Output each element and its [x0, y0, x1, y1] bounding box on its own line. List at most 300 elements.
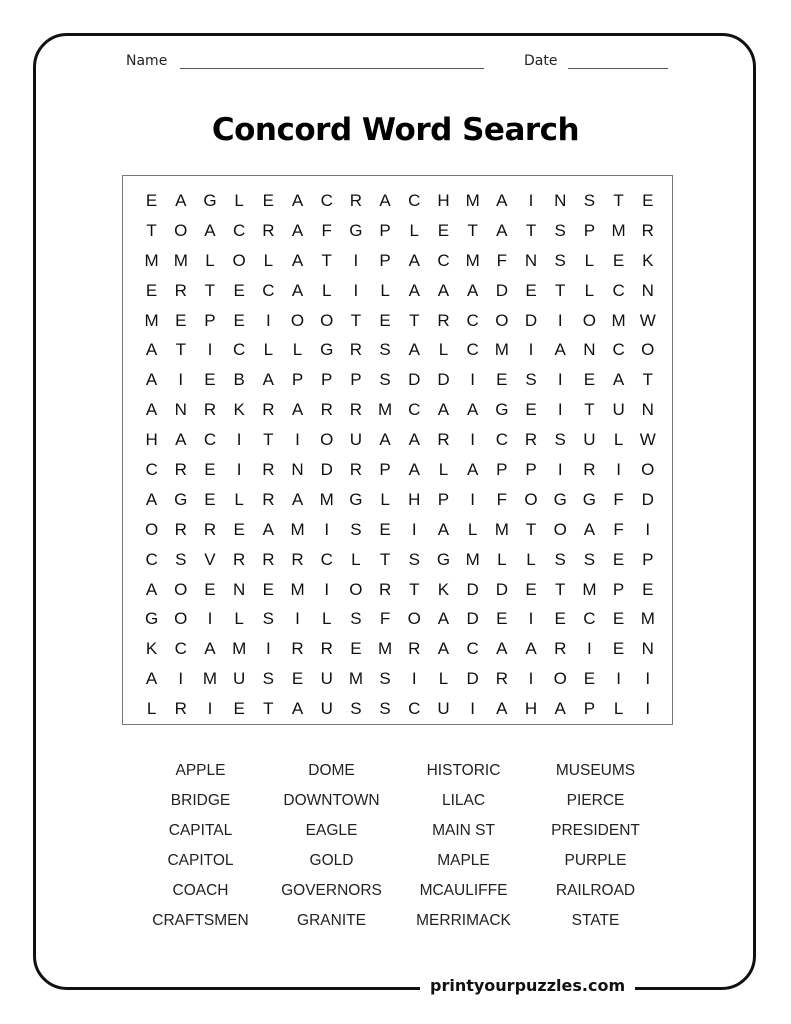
grid-cell[interactable]: O [582, 310, 597, 330]
date-field-line[interactable] [568, 68, 668, 69]
grid-cell[interactable]: R [378, 579, 392, 599]
grid-cell[interactable]: C [262, 280, 275, 300]
grid-cell[interactable]: I [353, 250, 359, 270]
grid-cell[interactable]: M [144, 310, 159, 330]
grid-cell[interactable]: E [233, 699, 245, 719]
grid-cell[interactable]: A [379, 430, 391, 450]
grid-cell[interactable]: T [613, 191, 624, 210]
grid-cell[interactable]: L [234, 191, 244, 210]
grid-cell[interactable]: R [408, 639, 421, 659]
grid-cell[interactable]: E [437, 220, 450, 240]
grid-cell[interactable]: R [320, 639, 333, 659]
grid-cell[interactable]: D [466, 609, 479, 629]
grid-cell[interactable]: M [348, 669, 363, 689]
grid-cell[interactable]: T [584, 400, 595, 420]
grid-cell[interactable]: T [525, 519, 537, 539]
grid-cell[interactable]: H [437, 191, 450, 210]
grid-cell[interactable]: C [612, 340, 625, 360]
grid-cell[interactable]: R [583, 460, 596, 480]
grid-cell[interactable]: R [262, 489, 275, 509]
grid-cell[interactable]: O [553, 519, 567, 539]
grid-cell[interactable]: T [263, 430, 274, 450]
grid-cell[interactable]: I [295, 609, 300, 629]
grid-cell[interactable]: A [408, 250, 420, 270]
grid-cell[interactable]: M [494, 340, 509, 360]
grid-cell[interactable]: D [408, 370, 421, 390]
grid-cell[interactable]: S [583, 549, 596, 569]
grid-cell[interactable]: S [379, 669, 391, 689]
grid-cell[interactable]: O [290, 310, 305, 330]
grid-cell[interactable]: A [437, 609, 450, 629]
grid-cell[interactable]: L [146, 699, 157, 719]
grid-cell[interactable]: E [145, 280, 158, 300]
grid-cell[interactable]: D [466, 669, 479, 689]
grid-cell[interactable]: G [203, 191, 217, 210]
grid-cell[interactable]: C [437, 250, 450, 270]
grid-cell[interactable]: A [291, 191, 304, 210]
grid-cell[interactable]: W [639, 430, 656, 450]
grid-cell[interactable]: P [379, 460, 391, 480]
grid-cell[interactable]: T [321, 250, 332, 270]
grid-cell[interactable]: C [466, 639, 479, 659]
grid-cell[interactable]: P [437, 489, 450, 509]
grid-cell[interactable]: T [409, 310, 420, 330]
grid-cell[interactable]: A [466, 460, 479, 480]
grid-cell[interactable]: M [494, 519, 509, 539]
grid-cell[interactable]: C [408, 400, 421, 420]
grid-cell[interactable]: A [496, 699, 508, 719]
grid-cell[interactable]: I [557, 400, 563, 420]
grid-cell[interactable]: I [470, 699, 476, 719]
grid-cell[interactable]: A [291, 400, 304, 420]
grid-cell[interactable]: G [349, 220, 363, 240]
grid-cell[interactable]: L [351, 549, 361, 569]
grid-cell[interactable]: O [320, 430, 334, 450]
grid-cell[interactable]: L [497, 549, 507, 569]
grid-cell[interactable]: I [616, 460, 621, 480]
grid-cell[interactable]: U [612, 400, 625, 420]
grid-cell[interactable]: A [496, 220, 508, 240]
grid-cell[interactable]: A [145, 340, 158, 360]
grid-cell[interactable]: R [641, 220, 654, 240]
grid-cell[interactable]: P [612, 579, 625, 599]
grid-cell[interactable]: L [292, 340, 303, 360]
grid-cell[interactable]: I [265, 639, 271, 659]
grid-cell[interactable]: M [144, 250, 159, 270]
grid-cell[interactable]: C [145, 549, 158, 569]
grid-cell[interactable]: D [524, 310, 538, 330]
grid-cell[interactable]: L [584, 250, 595, 270]
grid-cell[interactable]: C [612, 280, 625, 300]
grid-cell[interactable]: P [321, 370, 333, 390]
grid-cell[interactable]: L [380, 489, 390, 509]
grid-cell[interactable]: A [437, 639, 450, 659]
grid-cell[interactable]: R [174, 699, 187, 719]
grid-cell[interactable]: A [145, 669, 158, 689]
grid-cell[interactable]: A [583, 519, 596, 539]
grid-cell[interactable]: O [553, 669, 567, 689]
grid-cell[interactable]: I [645, 519, 651, 539]
grid-cell[interactable]: I [528, 609, 534, 629]
grid-cell[interactable]: C [466, 340, 479, 360]
grid-cell[interactable]: C [233, 220, 246, 240]
grid-cell[interactable]: T [263, 699, 274, 719]
grid-cell[interactable]: N [291, 460, 304, 480]
grid-cell[interactable]: T [555, 280, 566, 300]
grid-cell[interactable]: L [263, 250, 274, 270]
grid-cell[interactable]: I [528, 340, 534, 360]
grid-cell[interactable]: P [583, 220, 596, 240]
grid-cell[interactable]: I [324, 579, 330, 599]
grid-cell[interactable]: C [466, 310, 479, 330]
grid-cell[interactable]: S [262, 669, 275, 689]
grid-cell[interactable]: R [174, 519, 187, 539]
grid-cell[interactable]: I [207, 699, 213, 719]
grid-cell[interactable]: M [465, 191, 480, 210]
grid-cell[interactable]: I [528, 191, 534, 210]
grid-cell[interactable]: U [583, 430, 596, 450]
grid-cell[interactable]: C [145, 460, 158, 480]
grid-cell[interactable]: L [438, 669, 449, 689]
grid-cell[interactable]: L [321, 609, 332, 629]
grid-cell[interactable]: F [496, 489, 508, 509]
grid-cell[interactable]: I [207, 609, 213, 629]
grid-cell[interactable]: A [612, 370, 625, 390]
grid-cell[interactable]: A [175, 430, 187, 450]
grid-cell[interactable]: E [583, 669, 596, 689]
grid-cell[interactable]: I [645, 669, 651, 689]
grid-cell[interactable]: E [175, 310, 187, 330]
grid-cell[interactable]: R [174, 460, 187, 480]
grid-cell[interactable]: A [437, 400, 450, 420]
grid-cell[interactable]: L [438, 340, 449, 360]
grid-cell[interactable]: A [496, 191, 508, 210]
grid-cell[interactable]: R [233, 549, 246, 569]
grid-cell[interactable]: I [236, 460, 242, 480]
grid-cell[interactable]: B [233, 370, 245, 390]
grid-cell[interactable]: T [525, 220, 537, 240]
grid-cell[interactable]: C [233, 340, 246, 360]
grid-cell[interactable]: T [379, 549, 391, 569]
grid-cell[interactable]: G [349, 489, 363, 509]
grid-cell[interactable]: R [349, 340, 363, 360]
grid-cell[interactable]: R [203, 400, 217, 420]
grid-cell[interactable]: T [175, 340, 186, 360]
grid-cell[interactable]: A [204, 220, 216, 240]
grid-cell[interactable]: T [350, 310, 362, 330]
grid-cell[interactable]: P [291, 370, 304, 390]
grid-cell[interactable]: R [291, 549, 304, 569]
grid-cell[interactable]: L [467, 519, 478, 539]
grid-cell[interactable]: G [320, 340, 334, 360]
grid-cell[interactable]: C [408, 191, 421, 210]
grid-cell[interactable]: F [379, 609, 391, 629]
grid-cell[interactable]: O [524, 489, 538, 509]
grid-cell[interactable]: E [204, 579, 216, 599]
grid-cell[interactable]: E [350, 639, 362, 659]
grid-cell[interactable]: P [379, 220, 391, 240]
grid-cell[interactable]: I [207, 340, 213, 360]
grid-cell[interactable]: L [409, 220, 420, 240]
grid-cell[interactable]: G [436, 549, 451, 569]
grid-cell[interactable]: O [407, 609, 421, 629]
grid-cell[interactable]: E [496, 370, 508, 390]
grid-cell[interactable]: N [233, 579, 246, 599]
grid-cell[interactable]: I [178, 669, 184, 689]
grid-cell[interactable]: A [496, 639, 508, 659]
grid-cell[interactable]: L [380, 280, 390, 300]
grid-cell[interactable]: M [202, 669, 218, 689]
grid-cell[interactable]: E [525, 400, 537, 420]
grid-cell[interactable]: I [411, 519, 417, 539]
grid-cell[interactable]: M [378, 400, 393, 420]
grid-cell[interactable]: M [582, 579, 597, 599]
grid-cell[interactable]: T [409, 579, 420, 599]
grid-cell[interactable]: I [295, 430, 300, 450]
grid-cell[interactable]: D [495, 280, 508, 300]
grid-cell[interactable]: I [411, 669, 417, 689]
grid-cell[interactable]: D [320, 460, 333, 480]
grid-cell[interactable]: I [353, 280, 359, 300]
grid-cell[interactable]: E [379, 519, 391, 539]
grid-cell[interactable]: R [262, 460, 275, 480]
grid-cell[interactable]: A [204, 639, 216, 659]
grid-cell[interactable]: A [145, 489, 158, 509]
grid-cell[interactable]: C [583, 609, 596, 629]
grid-cell[interactable]: P [525, 460, 537, 480]
grid-cell[interactable]: S [379, 340, 391, 360]
grid-cell[interactable]: G [144, 609, 159, 629]
grid-cell[interactable]: A [145, 400, 158, 420]
grid-cell[interactable]: G [553, 489, 567, 509]
grid-cell[interactable]: L [438, 460, 449, 480]
grid-cell[interactable]: T [467, 220, 478, 240]
grid-cell[interactable]: N [583, 340, 596, 360]
grid-cell[interactable]: F [321, 220, 332, 240]
grid-cell[interactable]: R [203, 519, 217, 539]
grid-cell[interactable]: E [233, 280, 245, 300]
grid-cell[interactable]: E [612, 549, 625, 569]
grid-cell[interactable]: L [205, 250, 215, 270]
grid-cell[interactable]: E [496, 609, 508, 629]
grid-cell[interactable]: D [641, 489, 654, 509]
grid-cell[interactable]: P [350, 370, 362, 390]
grid-cell[interactable]: T [642, 370, 653, 390]
grid-cell[interactable]: C [495, 430, 508, 450]
grid-cell[interactable]: M [232, 639, 247, 659]
grid-cell[interactable]: L [263, 340, 274, 360]
grid-cell[interactable]: W [639, 310, 656, 330]
grid-cell[interactable]: G [174, 489, 188, 509]
grid-cell[interactable]: A [437, 519, 450, 539]
grid-cell[interactable]: R [554, 639, 567, 659]
grid-cell[interactable]: A [291, 489, 304, 509]
grid-cell[interactable]: I [324, 519, 330, 539]
grid-cell[interactable]: A [291, 280, 304, 300]
grid-cell[interactable]: O [174, 609, 188, 629]
grid-cell[interactable]: U [320, 699, 333, 719]
grid-cell[interactable]: C [174, 639, 187, 659]
grid-cell[interactable]: O [174, 220, 188, 240]
grid-cell[interactable]: A [175, 191, 187, 210]
grid-cell[interactable]: A [291, 699, 304, 719]
grid-cell[interactable]: A [262, 519, 275, 539]
grid-cell[interactable]: T [555, 579, 566, 599]
grid-cell[interactable]: E [145, 191, 158, 210]
grid-cell[interactable]: S [175, 549, 187, 569]
grid-cell[interactable]: E [204, 370, 216, 390]
grid-cell[interactable]: N [641, 280, 654, 300]
grid-cell[interactable]: L [613, 699, 624, 719]
grid-cell[interactable]: P [204, 310, 216, 330]
grid-cell[interactable]: S [554, 430, 566, 450]
grid-cell[interactable]: S [525, 370, 537, 390]
grid-cell[interactable]: M [290, 579, 305, 599]
grid-cell[interactable]: R [437, 430, 450, 450]
grid-cell[interactable]: R [174, 280, 187, 300]
grid-cell[interactable]: H [408, 489, 421, 509]
grid-cell[interactable]: P [379, 250, 391, 270]
grid-cell[interactable]: I [470, 489, 476, 509]
grid-cell[interactable]: C [320, 549, 333, 569]
grid-cell[interactable]: K [437, 579, 450, 599]
grid-cell[interactable]: E [233, 310, 245, 330]
grid-cell[interactable]: S [262, 609, 275, 629]
grid-cell[interactable]: A [408, 280, 420, 300]
grid-cell[interactable]: I [528, 669, 534, 689]
grid-cell[interactable]: M [611, 220, 626, 240]
grid-cell[interactable]: E [525, 579, 537, 599]
grid-cell[interactable]: L [613, 430, 624, 450]
grid-cell[interactable]: E [642, 191, 654, 210]
grid-cell[interactable]: E [583, 370, 596, 390]
grid-cell[interactable]: L [526, 549, 536, 569]
grid-cell[interactable]: R [495, 669, 508, 689]
grid-cell[interactable]: I [557, 370, 563, 390]
grid-cell[interactable]: M [640, 609, 655, 629]
grid-cell[interactable]: O [495, 310, 509, 330]
grid-cell[interactable]: E [642, 579, 654, 599]
grid-cell[interactable]: D [466, 579, 479, 599]
grid-cell[interactable]: H [145, 430, 158, 450]
grid-cell[interactable]: O [232, 250, 246, 270]
grid-cell[interactable]: P [642, 549, 654, 569]
grid-cell[interactable]: E [612, 609, 625, 629]
grid-cell[interactable]: A [291, 220, 304, 240]
grid-cell[interactable]: R [262, 400, 275, 420]
grid-cell[interactable]: E [379, 310, 391, 330]
grid-cell[interactable]: O [641, 460, 655, 480]
grid-cell[interactable]: E [612, 250, 625, 270]
grid-cell[interactable]: R [262, 549, 275, 569]
grid-cell[interactable]: E [204, 460, 216, 480]
grid-cell[interactable]: M [378, 639, 393, 659]
grid-cell[interactable]: A [408, 340, 420, 360]
grid-cell[interactable]: R [349, 191, 363, 210]
grid-cell[interactable]: E [262, 579, 275, 599]
grid-cell[interactable]: F [613, 519, 624, 539]
grid-cell[interactable]: I [470, 430, 476, 450]
grid-cell[interactable]: R [349, 400, 363, 420]
grid-cell[interactable]: E [262, 191, 275, 210]
grid-cell[interactable]: P [583, 699, 596, 719]
grid-cell[interactable]: R [262, 220, 275, 240]
grid-cell[interactable]: H [524, 699, 538, 719]
grid-cell[interactable]: I [236, 430, 242, 450]
grid-cell[interactable]: N [524, 250, 538, 270]
grid-cell[interactable]: R [320, 400, 333, 420]
grid-cell[interactable]: I [616, 669, 621, 689]
grid-cell[interactable]: R [437, 310, 450, 330]
grid-cell[interactable]: O [174, 579, 188, 599]
grid-cell[interactable]: I [645, 699, 651, 719]
grid-cell[interactable]: O [144, 519, 159, 539]
grid-cell[interactable]: U [349, 430, 363, 450]
grid-cell[interactable]: S [554, 220, 566, 240]
grid-cell[interactable]: E [525, 280, 537, 300]
grid-cell[interactable]: L [234, 609, 244, 629]
grid-cell[interactable]: E [204, 489, 216, 509]
grid-cell[interactable]: M [290, 519, 305, 539]
grid-cell[interactable]: I [557, 460, 563, 480]
grid-cell[interactable]: U [437, 699, 450, 719]
grid-cell[interactable]: C [320, 191, 333, 210]
grid-cell[interactable]: S [583, 191, 596, 210]
grid-cell[interactable]: N [174, 400, 187, 420]
grid-cell[interactable]: K [233, 400, 245, 420]
name-field-line[interactable] [180, 68, 484, 69]
grid-cell[interactable]: A [437, 280, 450, 300]
grid-cell[interactable]: G [582, 489, 597, 509]
grid-cell[interactable]: C [408, 699, 421, 719]
grid-cell[interactable]: E [233, 519, 245, 539]
grid-cell[interactable]: A [525, 639, 537, 659]
grid-cell[interactable]: D [437, 370, 450, 390]
grid-cell[interactable]: T [204, 280, 216, 300]
grid-cell[interactable]: K [642, 250, 654, 270]
grid-cell[interactable]: E [291, 669, 304, 689]
grid-cell[interactable]: I [265, 310, 271, 330]
grid-cell[interactable]: I [587, 639, 592, 659]
grid-cell[interactable]: R [291, 639, 304, 659]
grid-cell[interactable]: M [611, 310, 626, 330]
grid-cell[interactable]: I [178, 370, 184, 390]
grid-cell[interactable]: N [554, 191, 567, 210]
grid-cell[interactable]: S [350, 519, 362, 539]
grid-cell[interactable]: L [321, 280, 332, 300]
grid-cell[interactable]: A [145, 579, 158, 599]
grid-cell[interactable]: A [554, 340, 566, 360]
grid-cell[interactable]: O [349, 579, 363, 599]
grid-cell[interactable]: S [350, 699, 362, 719]
grid-cell[interactable]: F [496, 250, 508, 270]
grid-cell[interactable]: A [291, 250, 304, 270]
grid-cell[interactable]: S [350, 609, 362, 629]
grid-cell[interactable]: A [466, 400, 479, 420]
grid-cell[interactable]: E [554, 609, 566, 629]
grid-cell[interactable]: R [349, 460, 363, 480]
grid-cell[interactable]: S [554, 549, 566, 569]
grid-cell[interactable]: P [496, 460, 508, 480]
grid-cell[interactable]: M [465, 250, 480, 270]
grid-cell[interactable]: O [320, 310, 334, 330]
grid-cell[interactable]: A [466, 280, 479, 300]
grid-cell[interactable]: G [495, 400, 509, 420]
grid-cell[interactable]: L [234, 489, 244, 509]
grid-cell[interactable]: N [641, 639, 654, 659]
grid-cell[interactable]: A [379, 191, 391, 210]
grid-cell[interactable]: A [408, 460, 420, 480]
